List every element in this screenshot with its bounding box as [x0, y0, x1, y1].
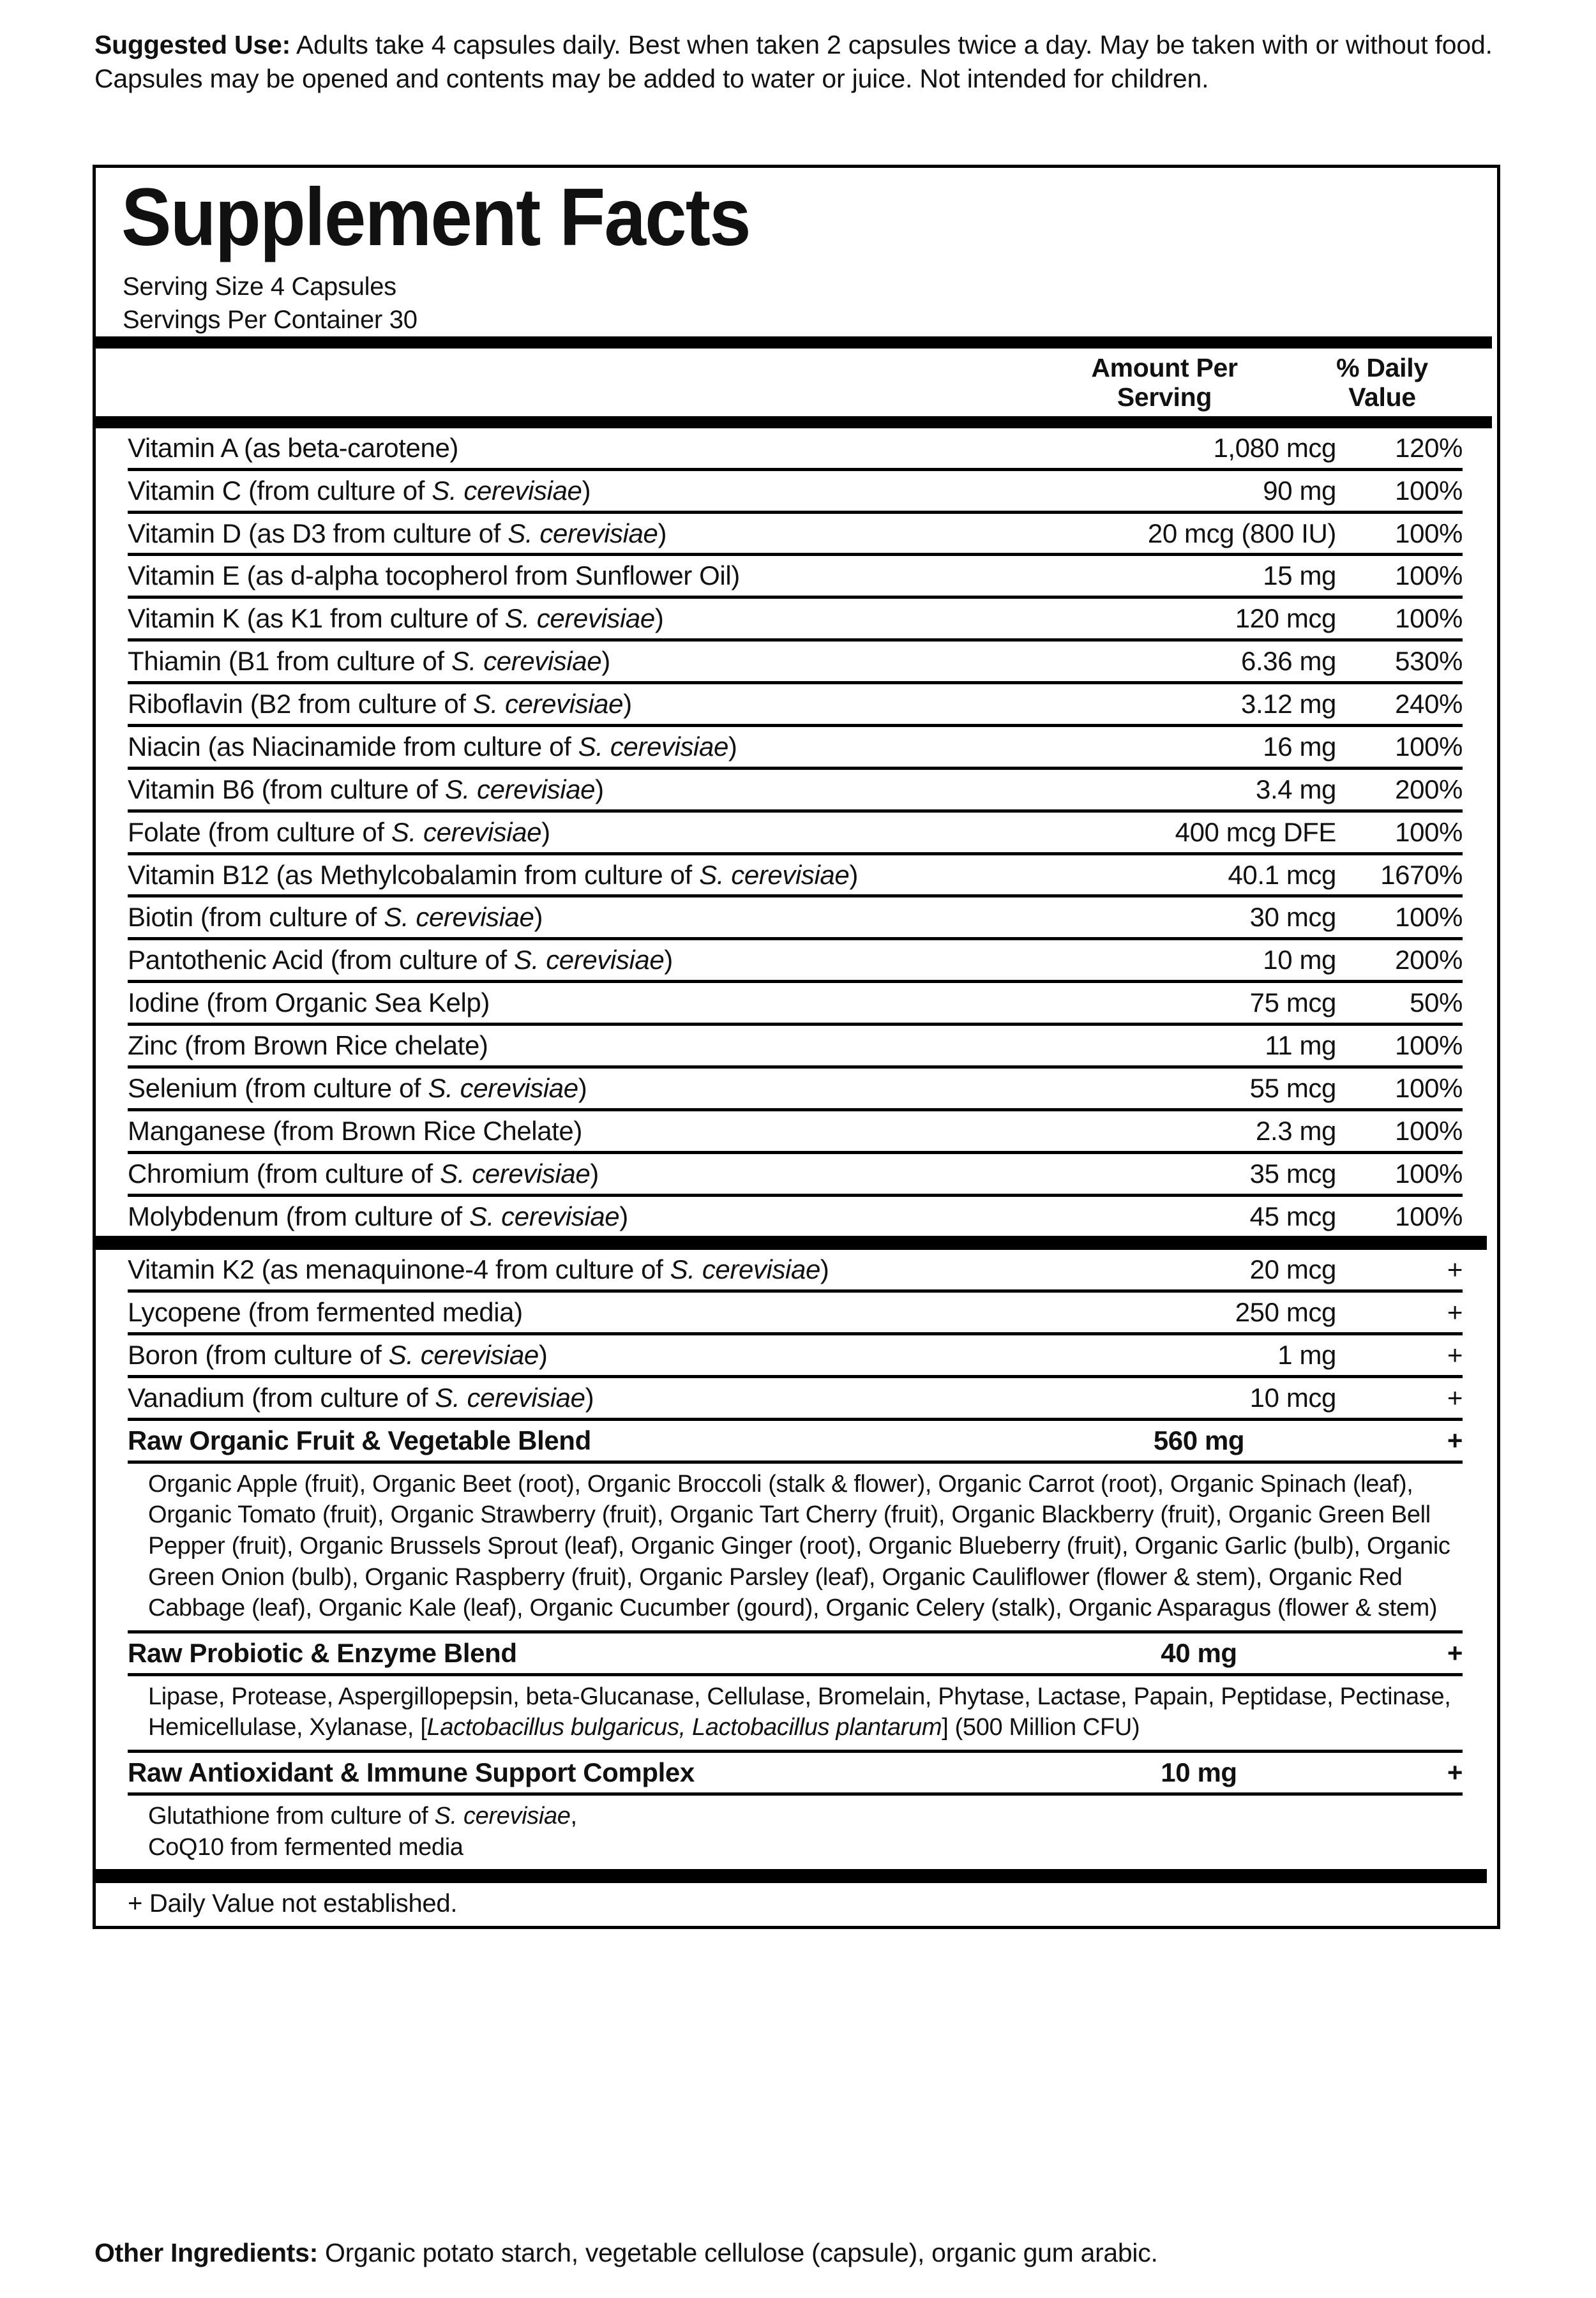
nutrient-name: Boron (from culture of S. cerevisiae) [128, 1340, 548, 1371]
serving-size: Serving Size 4 Capsules [123, 273, 396, 301]
nutrient-daily-value: 100% [1395, 1201, 1463, 1231]
percent-daily-value-header: % Daily Value [1336, 353, 1428, 412]
nutrient-row [128, 1250, 1463, 1289]
blend-header-row [128, 1418, 1463, 1461]
other-ingredients-label: Other Ingredients: [94, 2238, 318, 2267]
nutrient-row [128, 511, 1463, 553]
nutrient-name: Vanadium (from culture of S. cerevisiae) [128, 1383, 594, 1413]
nutrient-amount: 35 mcg [1249, 1158, 1336, 1189]
suggested-use-paragraph [94, 28, 1512, 96]
nutrient-name: Molybdenum (from culture of S. cerevisiae) [128, 1201, 628, 1231]
nutrient-daily-value: 100% [1395, 1030, 1463, 1061]
nutrient-name: Raw Antioxidant & Immune Support Complex [128, 1757, 695, 1788]
nutrient-amount: 120 mcg [1235, 603, 1336, 634]
nutrient-name: Biotin (from culture of S. cerevisiae) [128, 902, 543, 933]
nutrient-daily-value: 530% [1395, 646, 1463, 677]
nutrient-name: Manganese (from Brown Rice Chelate) [128, 1115, 582, 1146]
nutrient-name: Raw Organic Fruit & Vegetable Blend [128, 1425, 591, 1455]
nutrient-name: Vitamin A (as beta-carotene) [128, 432, 458, 463]
nutrient-amount: 6.36 mg [1241, 646, 1336, 677]
servings-per-container: Servings Per Container 30 [123, 306, 418, 334]
daily-value-footnote: + Daily Value not established. [128, 1889, 458, 1918]
nutrient-amount: 3.4 mg [1256, 774, 1336, 804]
nutrient-amount: 10 mg [1263, 945, 1336, 975]
nutrient-row [128, 681, 1463, 724]
nutrient-amount: 10 mcg [1249, 1383, 1336, 1413]
nutrient-amount: 1,080 mcg [1213, 432, 1336, 463]
nutrient-row [128, 428, 1463, 468]
nutrient-amount: 40.1 mcg [1228, 859, 1336, 890]
nutrient-amount: 3.12 mg [1241, 689, 1336, 719]
blend-ingredient-list: Glutathione from culture of S. cerevisiae, CoQ10 from fermented media [128, 1792, 1463, 1869]
nutrient-amount: 16 mg [1263, 731, 1336, 762]
nutrient-name: Pantothenic Acid (from culture of S. cerevisiae) [128, 945, 673, 975]
nutrient-daily-value: 200% [1395, 945, 1463, 975]
section-divider-bar [96, 1236, 1487, 1250]
nutrient-amount: 11 mg [1265, 1030, 1336, 1061]
nutrient-daily-value: 100% [1395, 603, 1463, 634]
nutrient-amount: 30 mcg [1249, 902, 1336, 933]
nutrient-amount: 400 mcg DFE [1175, 816, 1336, 847]
nutrient-amount: 20 mcg (800 IU) [1147, 518, 1336, 548]
nutrient-amount: 20 mcg [1249, 1254, 1336, 1285]
nutrient-row [128, 468, 1463, 511]
nutrient-row [128, 596, 1463, 638]
nutrient-amount: 15 mg [1263, 560, 1336, 591]
nutrient-row [128, 724, 1463, 767]
nutrient-daily-value: 100% [1395, 902, 1463, 933]
nutrient-daily-value: 100% [1395, 816, 1463, 847]
nutrient-name: Vitamin E (as d-alpha tocopherol from Sunflower Oil) [128, 560, 740, 591]
nutrient-daily-value: + [1447, 1425, 1463, 1455]
nutrient-name: Vitamin D (as D3 from culture of S. cerevisiae) [128, 518, 667, 548]
supplement-facts-panel [93, 165, 1500, 1929]
blend-ingredient-list: Lipase, Protease, Aspergillopepsin, beta-Glucanase, Cellulase, Bromelain, Phytase, Lactase, Papain, Peptidase, Pectinase, Hemicellulase, Xylanase, [Lactobacillus bulgaricus, Lactobacillus plantarum] (500 Million CFU) [128, 1673, 1463, 1750]
nutrient-name: Thiamin (B1 from culture of S. cerevisiae) [128, 646, 610, 677]
nutrient-daily-value: 100% [1395, 518, 1463, 548]
nutrient-name: Vitamin C (from culture of S. cerevisiae) [128, 475, 591, 506]
nutrient-row [128, 937, 1463, 980]
nutrient-daily-value: 100% [1395, 560, 1463, 591]
nutrient-amount: 90 mg [1263, 475, 1336, 506]
nutrient-daily-value: 120% [1395, 432, 1463, 463]
nutrient-row [128, 980, 1463, 1023]
nutrient-daily-value: 100% [1395, 1072, 1463, 1103]
nutrient-amount: 55 mcg [1249, 1072, 1336, 1103]
secondary-row-group [96, 1250, 1497, 1418]
nutrient-row [128, 1289, 1463, 1332]
nutrient-row [128, 1023, 1463, 1065]
nutrient-daily-value: 240% [1395, 689, 1463, 719]
nutrient-name: Zinc (from Brown Rice chelate) [128, 1030, 488, 1061]
nutrient-row [128, 1151, 1463, 1194]
nutrient-daily-value: + [1447, 1297, 1463, 1328]
nutrient-row [128, 553, 1463, 596]
amount-per-serving-header: Amount Per Serving [1091, 353, 1238, 412]
nutrient-row [128, 1375, 1463, 1418]
nutrient-daily-value: 1670% [1380, 859, 1463, 890]
nutrient-amount: 560 mg [1153, 1425, 1245, 1455]
column-headers [128, 349, 1463, 416]
blend-ingredient-list: Organic Apple (fruit), Organic Beet (root), Organic Broccoli (stalk & flower), Organic Carrot (root), Organic Spinach (leaf), Organic Tomato (fruit), Organic Strawberry (fruit), Organic Tart Cherry (fruit), Organic Blackberry (fruit), Organic Green Bell Pepper (fruit), Organic Brussels Sprout (leaf), Organic Ginger (root), Organic Blueberry (fruit), Organic Garlic (bulb), Organic Green Onion (bulb), Organic Raspberry (fruit), Organic Parsley (leaf), Organic Cauliflower (flower & stem), Organic Red Cabbage (leaf), Organic Kale (leaf), Organic Cucumber (gourd), Organic Celery (stalk), Organic Asparagus (flower & stem) [128, 1461, 1463, 1630]
nutrient-row [128, 767, 1463, 809]
suggested-use-text: Adults take 4 capsules daily. Best when taken 2 capsules twice a day. May be taken with or without food. Capsules may be opened and contents may be added to water or juice. Not intended for children. [94, 30, 1493, 94]
nutrient-row [128, 638, 1463, 681]
nutrient-row [128, 894, 1463, 937]
nutrient-amount: 75 mcg [1249, 988, 1336, 1018]
other-ingredients-text: Organic potato starch, vegetable cellulose (capsule), organic gum arabic. [317, 2238, 1158, 2267]
nutrient-name: Selenium (from culture of S. cerevisiae) [128, 1072, 587, 1103]
nutrient-daily-value: + [1447, 1254, 1463, 1285]
nutrient-amount: 1 mg [1277, 1340, 1336, 1371]
nutrient-daily-value: + [1447, 1637, 1463, 1668]
nutrient-daily-value: 100% [1395, 1115, 1463, 1146]
nutrient-amount: 45 mcg [1249, 1201, 1336, 1231]
header-top-bar [96, 336, 1492, 349]
nutrient-row [128, 1194, 1463, 1236]
nutrient-name: Vitamin K (as K1 from culture of S. cerevisiae) [128, 603, 664, 634]
nutrient-row [128, 1065, 1463, 1108]
nutrient-name: Vitamin K2 (as menaquinone-4 from culture of S. cerevisiae) [128, 1254, 829, 1285]
other-ingredients-paragraph [94, 2238, 1531, 2268]
nutrient-name: Vitamin B12 (as Methylcobalamin from culture of S. cerevisiae) [128, 859, 858, 890]
nutrient-daily-value: 100% [1395, 475, 1463, 506]
suggested-use-label: Suggested Use: [94, 30, 291, 59]
nutrient-name: Riboflavin (B2 from culture of S. cerevisiae) [128, 689, 632, 719]
nutrient-daily-value: 100% [1395, 731, 1463, 762]
nutrient-daily-value: + [1447, 1340, 1463, 1371]
blend-header-row [128, 1750, 1463, 1792]
panel-title: Supplement Facts [121, 172, 750, 263]
nutrient-name: Vitamin B6 (from culture of S. cerevisiae) [128, 774, 604, 804]
nutrient-daily-value: 50% [1410, 988, 1463, 1018]
nutrient-name: Lycopene (from fermented media) [128, 1297, 523, 1328]
nutrient-name: Iodine (from Organic Sea Kelp) [128, 988, 490, 1018]
nutrient-daily-value: + [1447, 1757, 1463, 1788]
blend-header-row [128, 1630, 1463, 1673]
nutrient-amount: 250 mcg [1235, 1297, 1336, 1328]
nutrient-row [128, 1332, 1463, 1375]
footnote-divider-bar [96, 1869, 1487, 1883]
nutrient-row [128, 1108, 1463, 1151]
nutrient-amount: 2.3 mg [1256, 1115, 1336, 1146]
blend-row-group [96, 1418, 1497, 1869]
nutrient-name: Chromium (from culture of S. cerevisiae) [128, 1158, 599, 1189]
nutrient-amount: 40 mg [1161, 1637, 1237, 1668]
nutrient-row [128, 852, 1463, 895]
serving-info [123, 270, 1497, 336]
nutrient-name: Folate (from culture of S. cerevisiae) [128, 816, 550, 847]
nutrient-name: Raw Probiotic & Enzyme Blend [128, 1637, 517, 1668]
nutrient-amount: 10 mg [1161, 1757, 1237, 1788]
nutrient-row [128, 809, 1463, 852]
nutrient-daily-value: 100% [1395, 1158, 1463, 1189]
nutrient-daily-value: 200% [1395, 774, 1463, 804]
nutrient-daily-value: + [1447, 1383, 1463, 1413]
nutrient-row-group [96, 428, 1497, 1236]
nutrient-name: Niacin (as Niacinamide from culture of S. cerevisiae) [128, 731, 737, 762]
header-bottom-bar [96, 416, 1492, 428]
